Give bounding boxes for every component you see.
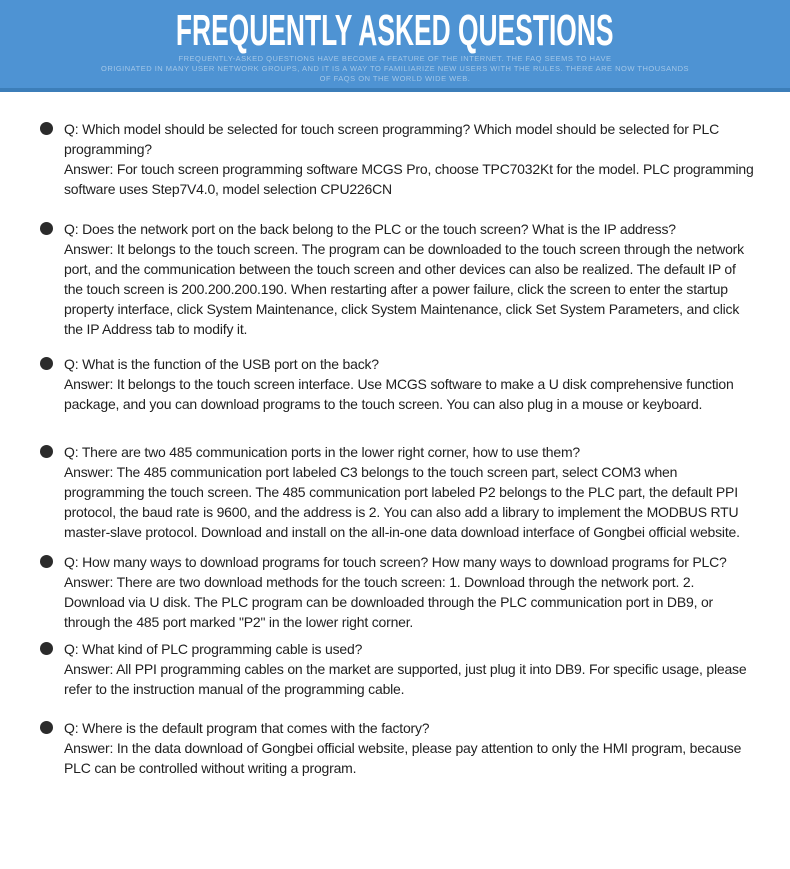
bullet-icon [40,721,53,734]
subtitle-line: ORIGINATED IN MANY USER NETWORK GROUPS, AND IT IS A WAY TO FAMILIARIZE NEW USERS WITH THE RULES. THERE ARE NOW THOUSANDS [101,64,689,73]
faq-item [0,119,790,199]
bullet-icon [40,642,53,655]
faq-answer: Answer: It belongs to the touch screen. The program can be downloaded to the touch screen through the network port, and the communication between the touch screen and other devices can also be realized. The default IP of the touch screen is 200.200.200.190. When restarting after a power failure, click the screen to enter the startup property interface, click System Maintenance, click System Maintenance, click Set System Parameters, and click the IP Address tab to modify it. [64,241,744,337]
faq-question: Q: How many ways to download programs for touch screen? How many ways to download programs for PLC? [64,554,727,570]
faq-text [64,552,754,632]
faq-item [0,552,790,632]
faq-header [0,0,790,92]
faq-text [64,442,754,542]
faq-answer: Answer: There are two download methods for the touch screen: 1. Download through the network port. 2. Download via U disk. The PLC program can be downloaded through the PLC communication port in DB9, or through the 485 port marked "P2" in the lower right corner. [64,574,713,630]
bullet-icon [40,222,53,235]
faq-text [64,119,754,199]
faq-answer: Answer: The 485 communication port labeled C3 belongs to the touch screen part, select COM3 when programming the touch screen. The 485 communication port labeled P2 belongs to the PLC part, the default PPI protocol, the baud rate is 9600, and the address is 2. You can also add a library to implement the MODBUS RTU master-slave protocol. Download and install on the all-in-one data download interface of Gongbei official website. [64,464,740,540]
faq-answer: Answer: In the data download of Gongbei official website, please pay attention to only the HMI program, because PLC can be controlled without writing a program. [64,740,742,776]
page-subtitle [0,54,790,84]
bullet-icon [40,445,53,458]
faq-item [0,718,790,778]
faq-text [64,354,754,414]
faq-item [0,354,790,414]
faq-answer: Answer: It belongs to the touch screen interface. Use MCGS software to make a U disk comprehensive function package, and you can download programs to the touch screen. You can also plug in a mouse or keyboard. [64,376,734,412]
faq-question: Q: There are two 485 communication ports in the lower right corner, how to use them? [64,444,580,460]
faq-question: Q: What is the function of the USB port on the back? [64,356,379,372]
faq-question: Q: Does the network port on the back belong to the PLC or the touch screen? What is the IP address? [64,221,676,237]
faq-answer: Answer: For touch screen programming software MCGS Pro, choose TPC7032Kt for the model. PLC programming software uses Step7V4.0, model selection CPU226CN [64,161,754,197]
faq-item [0,639,790,699]
faq-answer: Answer: All PPI programming cables on the market are supported, just plug it into DB9. For specific usage, please refer to the instruction manual of the programming cable. [64,661,747,697]
faq-item [0,219,790,339]
faq-question: Q: What kind of PLC programming cable is used? [64,641,363,657]
bullet-icon [40,357,53,370]
subtitle-line: OF FAQS ON THE WORLD WIDE WEB. [319,74,471,83]
page-title: FREQUENTLY ASKED QUESTIONS [176,6,614,55]
faq-text [64,219,754,339]
faq-list [0,92,790,778]
faq-question: Q: Where is the default program that comes with the factory? [64,720,430,736]
faq-item [0,442,790,542]
bullet-icon [40,555,53,568]
subtitle-line: FREQUENTLY-ASKED QUESTIONS HAVE BECOME A FEATURE OF THE INTERNET. THE FAQ SEEMS TO HAVE [178,54,612,63]
faq-question: Q: Which model should be selected for touch screen programming? Which model should be selected for PLC programming? [64,121,720,157]
bullet-icon [40,122,53,135]
faq-text [64,718,754,778]
faq-text [64,639,754,699]
